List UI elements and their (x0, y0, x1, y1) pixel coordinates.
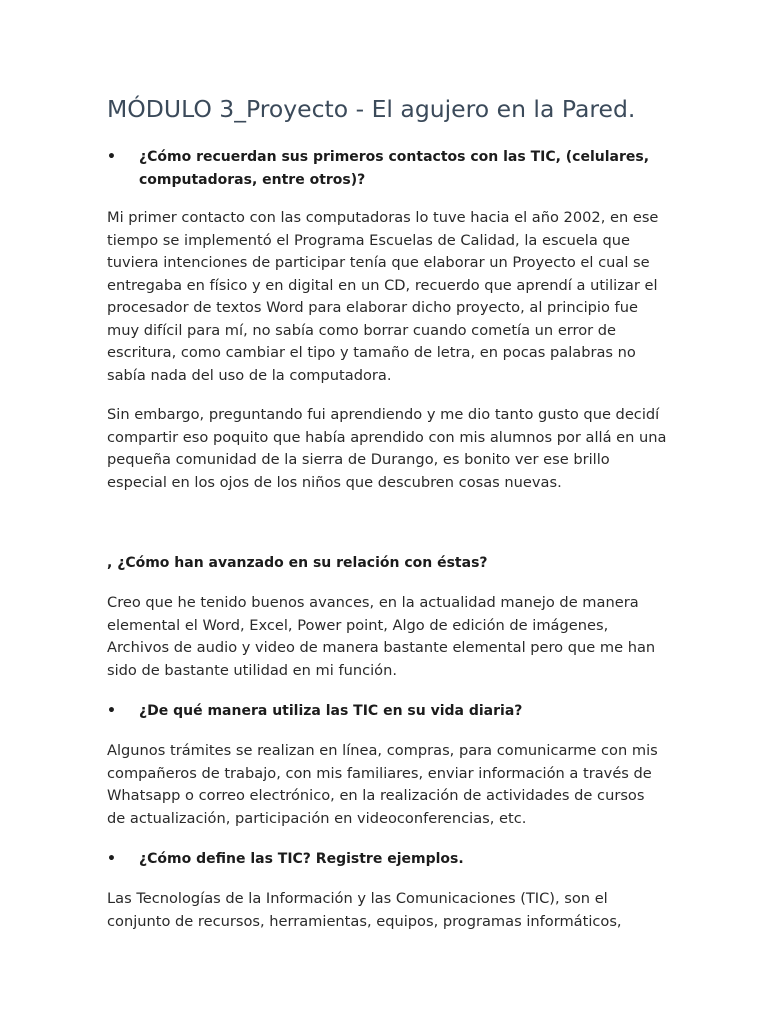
answer-1-paragraph-2: Sin embargo, preguntando fui aprendiendo y me dio tanto gusto que decidí compartir eso poquito que había aprendido con mis alumnos por allá en una pequeña comunidad de la sierra de Durango, es bonito ver ese brillo especial en los ojos de los niños que descubren cosas nuevas. (107, 406, 667, 491)
question-2: , ¿Cómo han avanzado en su relación con éstas? (107, 555, 488, 571)
question-3 (107, 700, 667, 723)
page-title: MÓDULO 3_Proyecto - El agujero en la Pared. (107, 95, 636, 123)
question-4-text: ¿Cómo define las TIC? Registre ejemplos. (139, 851, 464, 867)
answer-2-paragraph: Creo que he tenido buenos avances, en la actualidad manejo de manera elemental el Word, Excel, Power point, Algo de edición de imágenes, Archivos de audio y video de manera bastante elemental pero que me han sido de bastante utilidad en mi función. (107, 594, 656, 679)
question-1 (107, 146, 667, 191)
bullet-icon: • (107, 851, 116, 867)
question-3-text: ¿De qué manera utiliza las TIC en su vida diaria? (139, 703, 523, 719)
question-4 (107, 848, 667, 871)
answer-4-paragraph: Las Tecnologías de la Información y las Comunicaciones (TIC), son el conjunto de recursos, herramientas, equipos, programas informáticos, (107, 890, 622, 930)
question-1-text: ¿Cómo recuerdan sus primeros contactos con las TIC, (celulares, computadoras, entre otros)? (139, 149, 650, 188)
bullet-icon: • (107, 149, 116, 165)
answer-1-paragraph-1: Mi primer contacto con las computadoras lo tuve hacia el año 2002, en ese tiempo se implementó el Programa Escuelas de Calidad, la escuela que tuviera intenciones de participar tenía que elaborar un Proyecto el cual se entregaba en físico y en digital en un CD, recuerdo que aprendí a utilizar el procesador de textos Word para elaborar dicho proyecto, al principio fue muy difícil para mí, no sabía como borrar cuando cometía un error de escritura, como cambiar el tipo y tamaño de letra, en pocas palabras no sabía nada del uso de la computadora. (107, 209, 659, 384)
bullet-icon: • (107, 703, 116, 719)
answer-3-paragraph: Algunos trámites se realizan en línea, compras, para comunicarme con mis compañeros de trabajo, con mis familiares, enviar información a través de Whatsapp o correo electrónico, en la realización de actividades de cursos de actualización, participación en videoconferencias, etc. (107, 742, 658, 827)
